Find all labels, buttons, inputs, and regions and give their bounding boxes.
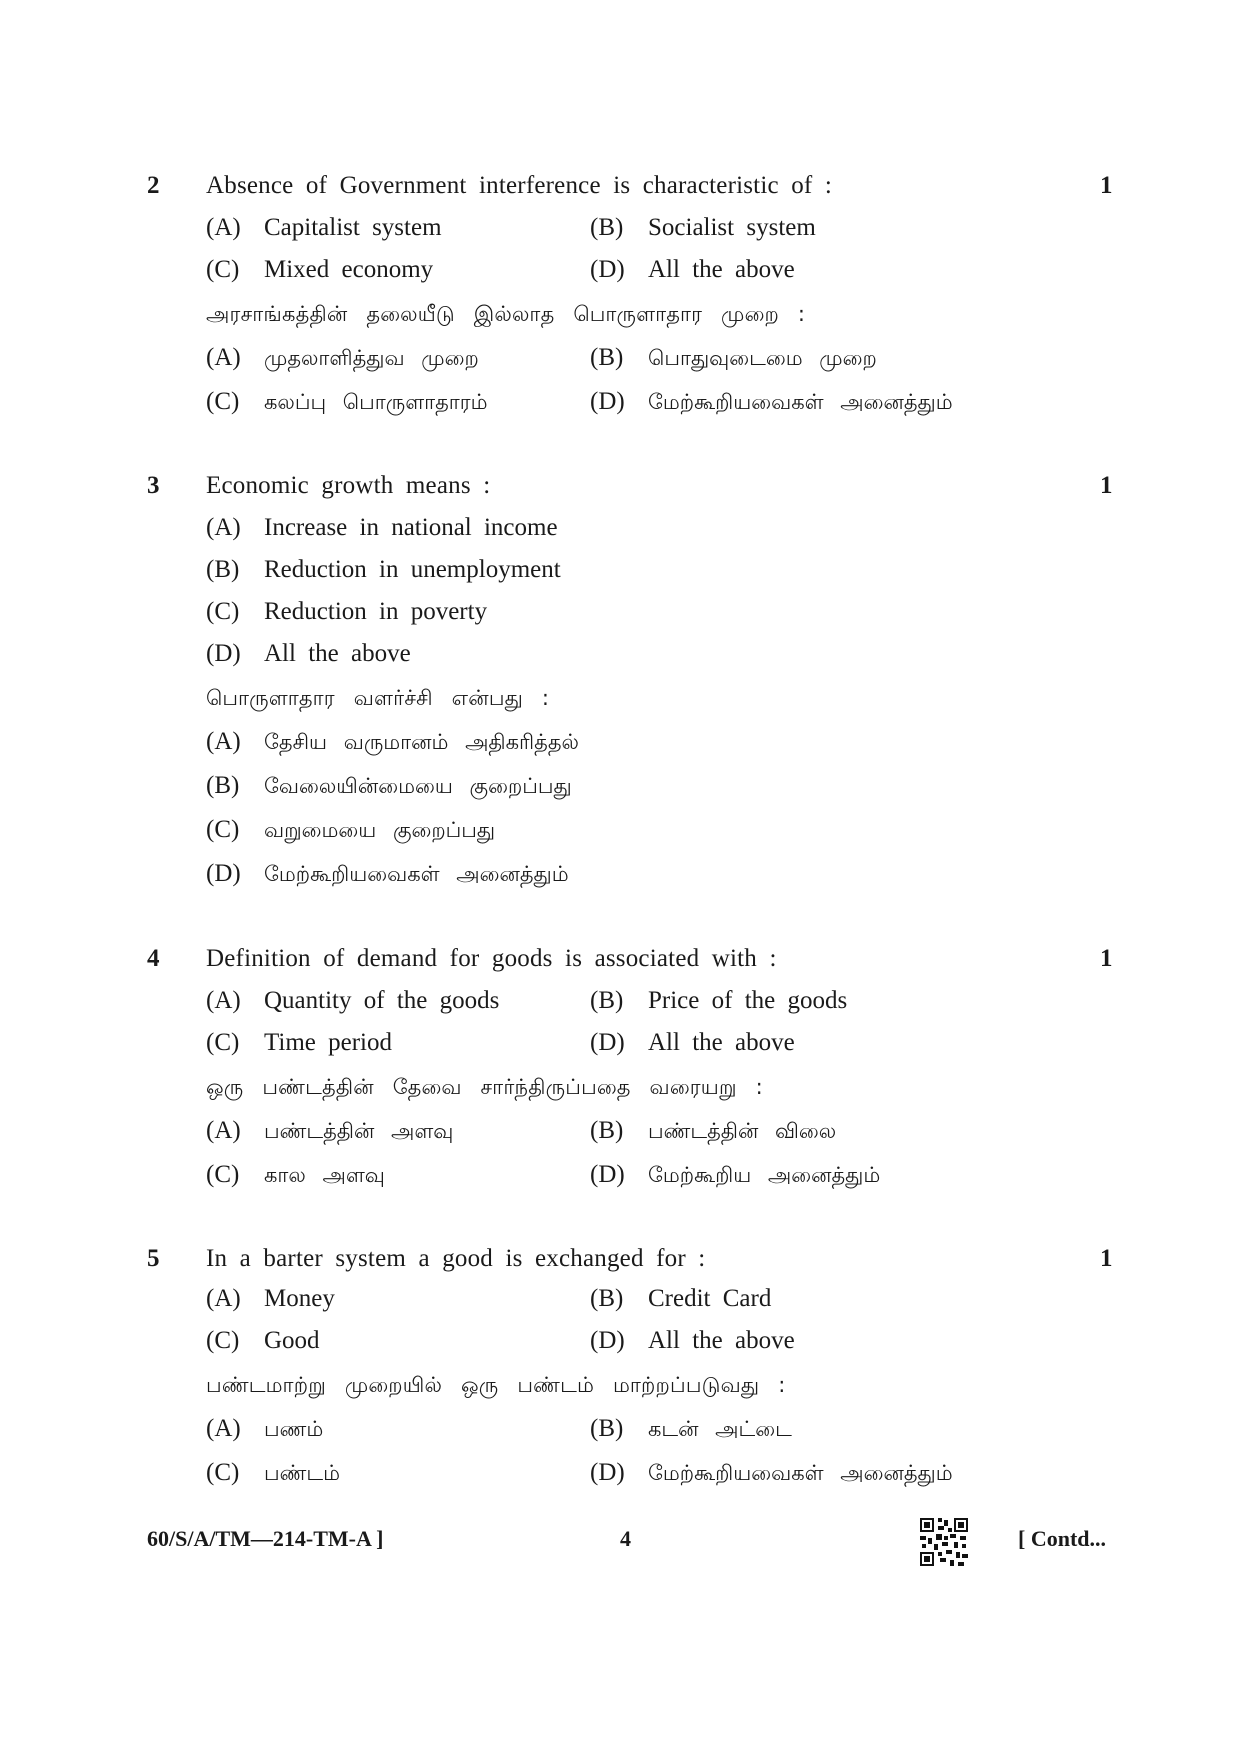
option-b-tamil [590,1415,792,1444]
option-b-english [590,987,847,1015]
option-text: All the above [648,1029,795,1056]
option-text: Price of the goods [648,987,848,1014]
question-marks: 1 [1100,1245,1113,1272]
option-label: (C) [206,388,240,415]
question-marks: 1 [1100,472,1113,499]
question-stem-english: In a barter system a good is exchanged for : [206,1245,706,1272]
option-text: Reduction in unemployment [264,556,561,583]
option-b-english [206,556,561,584]
option-text: பொதுவுடைமை முறை [648,346,877,370]
option-label: (A) [206,987,241,1014]
option-text: Reduction in poverty [264,598,488,625]
question-stem-english: Absence of Government interference is characteristic of : [206,172,833,199]
option-c-tamil [206,1161,385,1190]
option-label: (D) [206,640,241,667]
option-label: (A) [206,728,241,755]
question-marks: 1 [1100,172,1113,199]
option-label: (B) [590,1285,624,1312]
paper-code: 60/S/A/TM—214-TM-A ] [147,1526,384,1551]
question-stem-english: Economic growth means : [206,472,491,499]
qr-code-icon [918,1516,970,1568]
question-stem-tamil: பண்டமாற்று முறையில் ஒரு பண்டம் மாற்றப்படுவது : [206,1373,786,1397]
option-c-english [206,1327,320,1355]
option-text: மேற்கூறிய அனைத்தும் [648,1163,881,1187]
option-text: பணம் [264,1417,324,1441]
option-b-english [590,214,816,242]
option-label: (A) [206,1415,241,1442]
option-label: (D) [206,860,241,887]
option-label: (A) [206,344,241,371]
option-text: Money [264,1285,335,1312]
option-label: (C) [206,1029,240,1056]
option-text: பண்டத்தின் விலை [648,1119,837,1143]
option-text: Good [264,1327,320,1354]
option-text: கடன் அட்டை [648,1417,792,1441]
option-a-tamil [206,1415,323,1444]
option-d-tamil [590,1459,953,1488]
question-stem-tamil: ஒரு பண்டத்தின் தேவை சார்ந்திருப்பதை வரையறு : [206,1075,763,1099]
question-marks: 1 [1100,945,1113,972]
option-label: (B) [590,1415,624,1442]
option-label: (B) [590,214,624,241]
option-text: Socialist system [648,214,816,241]
option-d-english [590,256,795,284]
option-text: மேற்கூறியவைகள் அனைத்தும் [264,862,569,886]
option-label: (D) [590,1327,625,1354]
question-stem-tamil: அரசாங்கத்தின் தலையீடு இல்லாத பொருளாதார முறை : [206,302,806,326]
option-text: கால அளவு [264,1163,385,1187]
option-label: (B) [206,556,240,583]
option-c-tamil [206,816,495,845]
option-label: (D) [590,388,625,415]
question-number: 3 [147,472,160,499]
option-label: (A) [206,214,241,241]
option-d-tamil [590,388,953,417]
continued-label: [ Contd... [1018,1526,1107,1551]
option-d-tamil [590,1161,880,1190]
option-label: (D) [590,1029,625,1056]
option-c-tamil [206,1459,340,1488]
option-label: (C) [206,1161,240,1188]
option-a-english [206,514,558,542]
option-text: வேலையின்மையை குறைப்பது [264,774,572,798]
option-a-english [206,1285,335,1313]
option-label: (C) [206,256,240,283]
option-label: (D) [590,1161,625,1188]
option-d-english [590,1029,795,1057]
option-label: (D) [590,256,625,283]
option-c-tamil [206,388,488,417]
option-label: (A) [206,1285,241,1312]
option-text: தேசிய வருமானம் அதிகரித்தல் [264,730,579,754]
option-d-tamil [206,860,569,889]
option-text: All the above [648,1327,795,1354]
option-text: Time period [264,1029,392,1056]
option-label: (D) [590,1459,625,1486]
option-b-tamil [206,772,572,801]
option-c-english [206,598,487,626]
question-stem-tamil: பொருளாதார வளர்ச்சி என்பது : [206,686,550,710]
option-label: (C) [206,1327,240,1354]
option-text: Quantity of the goods [264,987,500,1014]
option-c-english [206,256,433,284]
option-text: மேற்கூறியவைகள் அனைத்தும் [648,1461,953,1485]
option-b-english [590,1285,771,1313]
option-text: பண்டம் [264,1461,340,1485]
question-number: 5 [147,1245,160,1272]
option-label: (A) [206,1117,241,1144]
option-b-tamil [590,344,877,373]
question-number: 2 [147,172,160,199]
option-text: Credit Card [648,1285,772,1312]
option-label: (C) [206,598,240,625]
option-text: முதலாளித்துவ முறை [264,346,479,370]
option-text: Increase in national income [264,514,558,541]
option-text: கலப்பு பொருளாதாரம் [264,390,488,414]
option-b-tamil [590,1117,836,1146]
option-d-english [206,640,411,668]
option-a-english [206,214,442,242]
option-a-english [206,987,499,1015]
option-label: (C) [206,816,240,843]
question-stem-english: Definition of demand for goods is associated with : [206,945,777,972]
option-a-tamil [206,1117,453,1146]
page-number: 4 [620,1526,631,1551]
option-d-english [590,1327,795,1355]
option-label: (B) [590,987,624,1014]
option-text: பண்டத்தின் அளவு [264,1119,454,1143]
option-text: All the above [264,640,411,667]
option-c-english [206,1029,392,1057]
option-label: (B) [590,1117,624,1144]
page-footer [0,1526,1240,1566]
option-label: (C) [206,1459,240,1486]
option-text: All the above [648,256,795,283]
option-text: Capitalist system [264,214,442,241]
option-text: Mixed economy [264,256,434,283]
option-a-tamil [206,344,479,373]
option-text: வறுமையை குறைப்பது [264,818,496,842]
question-number: 4 [147,945,160,972]
option-label: (B) [590,344,624,371]
option-a-tamil [206,728,579,757]
option-text: மேற்கூறியவைகள் அனைத்தும் [648,390,953,414]
option-label: (B) [206,772,240,799]
option-label: (A) [206,514,241,541]
